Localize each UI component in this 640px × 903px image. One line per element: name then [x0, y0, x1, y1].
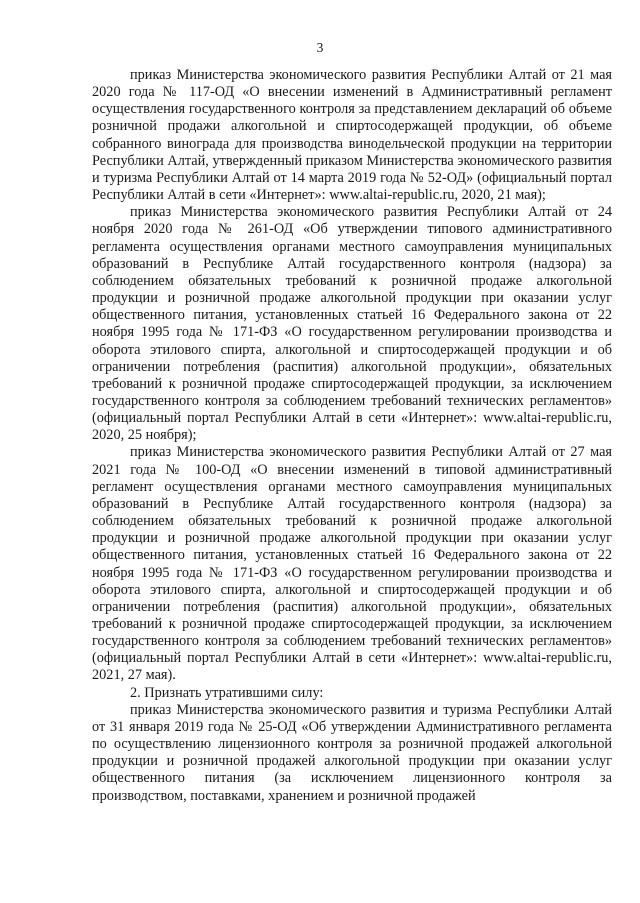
paragraph-order-100-od: приказ Министерства экономического развития Республики Алтай от 27 мая 2021 года № 100-ОД «О внесении изменений в типовой административный регламент осуществления органами местного самоуправления муниципальных образований в Республике Алтай государственного контроля (надзора) за соблюдением обязательных требований к розничной продаже алкогольной продукции и розничной продаже алкогольной продукции при оказании услуг общественного питания, установленных статьей 16 Федерального закона от 22 ноября 1995 года № 171-ФЗ «О государственном регулировании производства и оборота этилового спирта, алкогольной и спиртосодержащей продукции и об ограничении потребления (распития) алкогольной продукции», обязательных требований к розничной продаже спиртосодержащей продукции, за исключением государственного контроля за соблюдением требований технических регламентов» (официальный портал Республики Алтай в сети «Интернет»: www.altai-republic.ru, 2021, 27 мая).	[92, 444, 612, 684]
document-body	[92, 67, 612, 805]
page-number: 3	[316, 40, 324, 55]
list-item-2-repeal: 2. Признать утратившими силу:	[130, 684, 324, 701]
paragraph-order-117-od: приказ Министерства экономического развития Республики Алтай от 21 мая 2020 года № 117-ОД «О внесении изменений в Административный регламент осуществления государственного контроля за представлением деклараций об объеме розничной продажи алкогольной и спиртосодержащей продукции, об объеме собранного винограда для производства винодельческой продукции на территории Республики Алтай, утвержденный приказом Министерства экономического развития и туризма Республики Алтай от 14 марта 2019 года № 52-ОД» (официальный портал Республики Алтай в сети «Интернет»: www.altai-republic.ru, 2020, 21 мая);	[92, 67, 612, 204]
paragraph-order-261-od: приказ Министерства экономического развития Республики Алтай от 24 ноября 2020 года № 261-ОД «Об утверждении типового административного регламента осуществления органами местного самоуправления муниципальных образований в Республике Алтай государственного контроля (надзора) за соблюдением обязательных требований к розничной продаже алкогольной продукции и розничной продаже алкогольной продукции при оказании услуг общественного питания, установленных статьей 16 Федерального закона от 22 ноября 1995 года № 171-ФЗ «О государственном регулировании производства и оборота этилового спирта, алкогольной и спиртосодержащей продукции и об ограничении потребления (распития) алкогольной продукции», обязательных требований к розничной продаже спиртосодержащей продукции, за исключением государственного контроля за соблюдением требований технических регламентов» (официальный портал Республики Алтай в сети «Интернет»: www.altai-republic.ru, 2020, 25 ноября);	[92, 204, 612, 444]
paragraph-order-25-od: приказ Министерства экономического развития и туризма Республики Алтай от 31 января 2019 года № 25-ОД «Об утверждении Административного регламента по осуществлению лицензионного контроля за розничной продажей алкогольной продукции и розничной продажей алкогольной продукции при оказании услуг общественного питания (за исключением лицензионного контроля за производством, поставками, хранением и розничной продажей	[92, 701, 612, 804]
